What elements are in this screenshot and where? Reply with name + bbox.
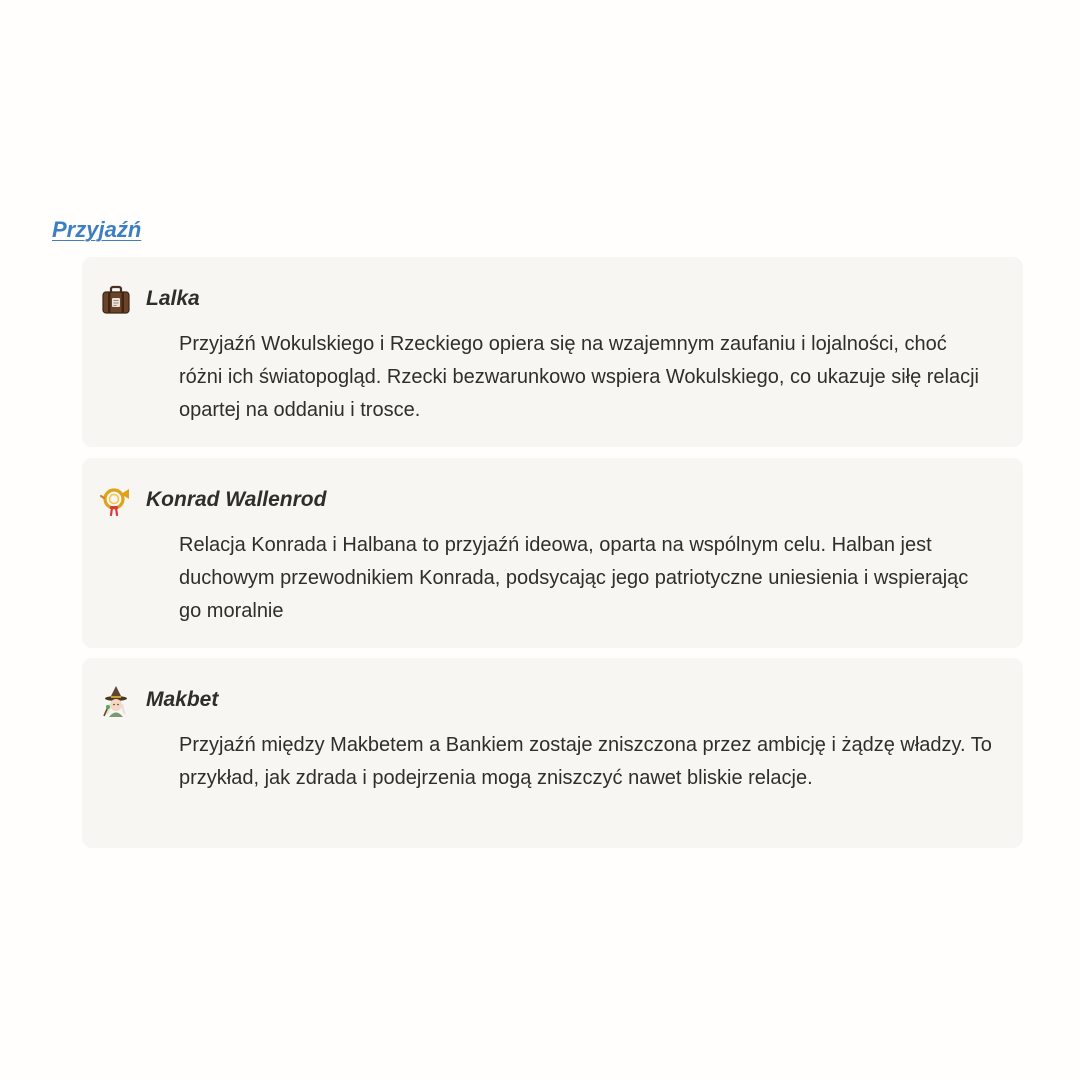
card-title: Lalka bbox=[146, 287, 200, 310]
callout-card bbox=[82, 458, 1023, 648]
card-title: Konrad Wallenrod bbox=[146, 488, 327, 511]
postal-horn-icon bbox=[100, 485, 132, 517]
callout-card bbox=[82, 658, 1023, 848]
page-heading-link[interactable]: Przyjaźń bbox=[52, 217, 142, 242]
card-title: Makbet bbox=[146, 688, 219, 711]
card-text: Przyjaźń między Makbetem a Bankiem zostaje zniszczona przez ambicję i żądzę władzy. To przykład, jak zdrada i podejrzenia mogą zniszczyć nawet bliskie relacje. bbox=[179, 734, 992, 789]
witch-icon bbox=[100, 685, 132, 717]
suitcase-icon bbox=[100, 284, 132, 316]
card-text: Relacja Konrada i Halbana to przyjaźń ideowa, oparta na wspólnym celu. Halban jest duchowym przewodnikiem Konrada, podsycając jego patriotyczne uniesienia i wspierając go moralnie bbox=[179, 534, 969, 622]
callout-card bbox=[82, 257, 1023, 447]
card-text: Przyjaźń Wokulskiego i Rzeckiego opiera się na wzajemnym zaufaniu i lojalności, choć różni ich światopogląd. Rzecki bezwarunkowo wspiera Wokulskiego, co ukazuje siłę relacji opartej na oddaniu i trosce. bbox=[179, 333, 979, 421]
